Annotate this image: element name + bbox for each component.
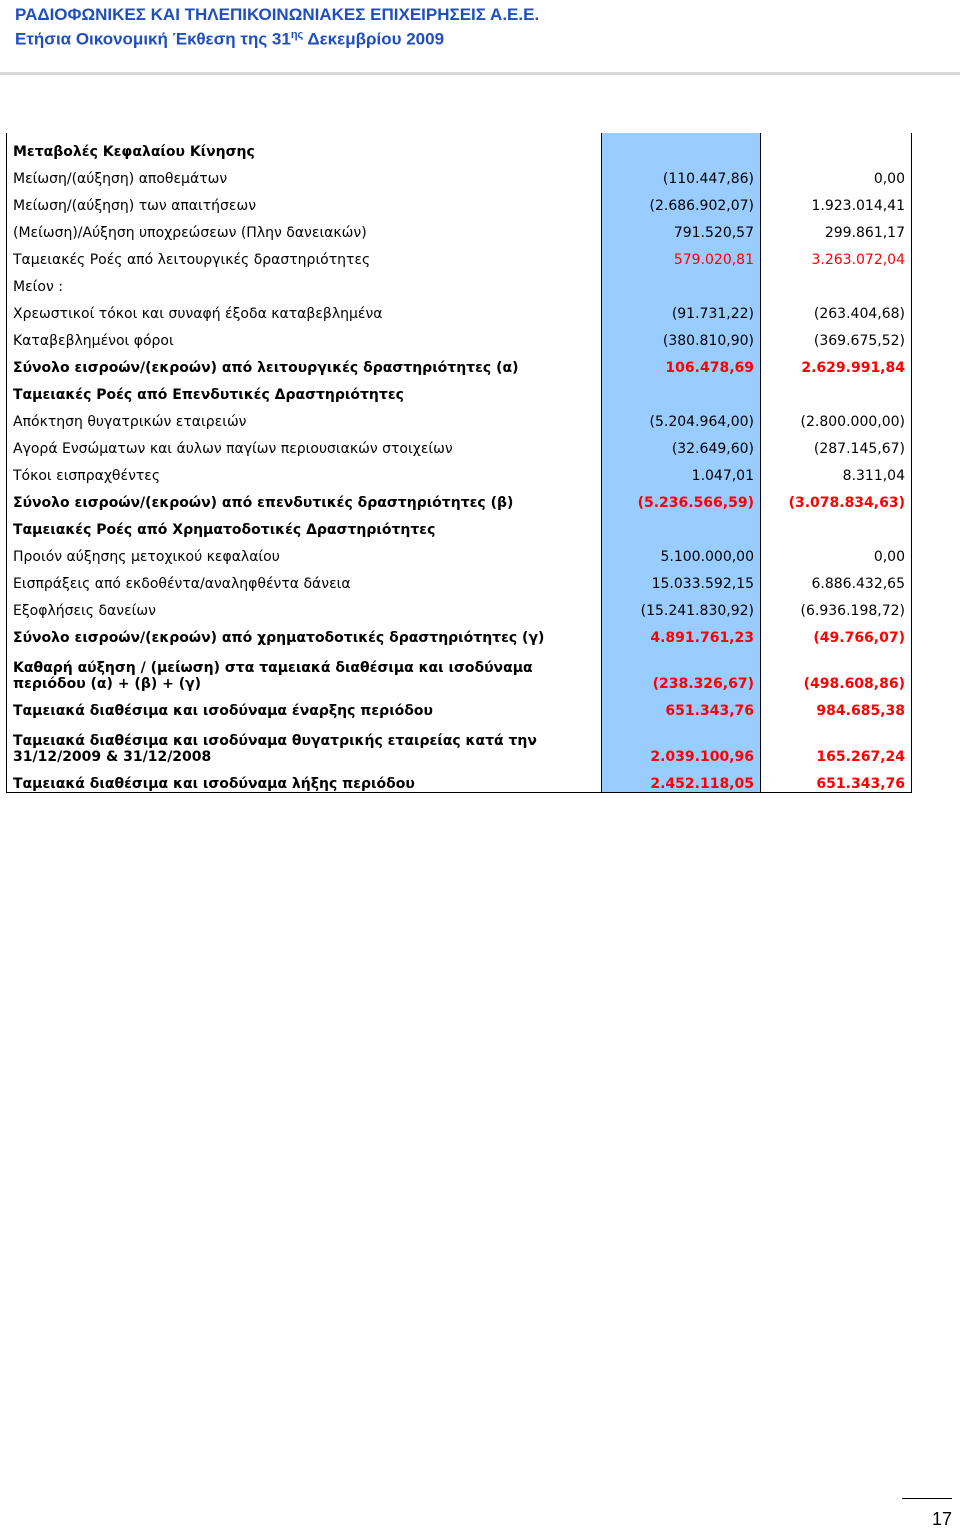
row-label: Χρεωστικοί τόκοι και συναφή έξοδα καταβεβλημένα [7,295,602,322]
table-row [7,484,912,511]
row-label: Απόκτηση θυγατρικών εταιρειών [7,403,602,430]
row-label: Μείον : [7,268,602,295]
value-2008: (49.766,07) [761,619,912,646]
value-2008: 0,00 [761,160,912,187]
value-2008 [761,511,912,538]
table-row [7,322,912,349]
table-row [7,692,912,719]
row-label: Καθαρή αύξηση / (μείωση) στα ταμειακά διαθέσιμα και ισοδύναμα περιόδου (α) + (β) + (γ) [7,646,602,692]
page-number-rule [902,1498,952,1499]
value-2009: (110.447,86) [602,160,761,187]
header-divider [0,72,960,75]
table-row [7,214,912,241]
row-label: Καταβεβλημένοι φόροι [7,322,602,349]
row-label: Τόκοι εισπραχθέντες [7,457,602,484]
table-row [7,349,912,376]
table-row [7,765,912,793]
value-2009: 579.020,81 [602,241,761,268]
table-row [7,430,912,457]
value-2008 [761,376,912,403]
value-2009: (5.236.566,59) [602,484,761,511]
row-label: Ταμειακά διαθέσιμα και ισοδύναμα έναρξης περιόδου [7,692,602,719]
row-label: Ταμειακά διαθέσιμα και ισοδύναμα λήξης περιόδου [7,765,602,793]
value-2008: (498.608,86) [761,646,912,692]
table-row [7,403,912,430]
value-2009: 5.100.000,00 [602,538,761,565]
row-label: Μείωση/(αύξηση) αποθεμάτων [7,160,602,187]
table-row [7,187,912,214]
company-name: ΡΑΔΙΟΦΩΝΙΚΕΣ ΚΑΙ ΤΗΛΕΠΙΚΟΙΝΩΝΙΑΚΕΣ ΕΠΙΧΕΙΡΗΣΕΙΣ Α.Ε.Ε. [15,5,540,24]
row-label: Μείωση/(αύξηση) των απαιτήσεων [7,187,602,214]
value-2008 [761,133,912,160]
table-row [7,241,912,268]
table-row [7,646,912,692]
row-label: Σύνολο εισροών/(εκροών) από επενδυτικές δραστηριότητες (β) [7,484,602,511]
value-2008: 1.923.014,41 [761,187,912,214]
value-2008: (263.404,68) [761,295,912,322]
value-2009: (238.326,67) [602,646,761,692]
table-row [7,376,912,403]
value-2008: 8.311,04 [761,457,912,484]
value-2009: (5.204.964,00) [602,403,761,430]
value-2009 [602,133,761,160]
row-label: Ταμειακές Ροές από Επενδυτικές Δραστηριότητες [7,376,602,403]
page-number: 17 [931,1509,952,1529]
row-label: Σύνολο εισροών/(εκροών) από λειτουργικές δραστηριότητες (α) [7,349,602,376]
document-header [15,4,539,50]
table-row [7,160,912,187]
value-2008: (3.078.834,63) [761,484,912,511]
row-label: Εισπράξεις από εκδοθέντα/αναληφθέντα δάνεια [7,565,602,592]
value-2009: (2.686.902,07) [602,187,761,214]
value-2009 [602,376,761,403]
value-2008: (369.675,52) [761,322,912,349]
value-2009: 651.343,76 [602,692,761,719]
value-2009: 2.039.100,96 [602,719,761,765]
value-2009: 4.891.761,23 [602,619,761,646]
value-2008: 984.685,38 [761,692,912,719]
value-2008: 6.886.432,65 [761,565,912,592]
value-2008: (2.800.000,00) [761,403,912,430]
value-2009: (380.810,90) [602,322,761,349]
value-2008: 299.861,17 [761,214,912,241]
report-title: Ετήσια Οικονομική Έκθεση της $31^{\eta\varsigma}$ Δεκεμβρίου 2009 [15,29,445,49]
value-2008 [761,268,912,295]
value-2009: (91.731,22) [602,295,761,322]
row-label: Εξοφλήσεις δανείων [7,592,602,619]
value-2009 [602,511,761,538]
row-label: Αγορά Ενσώματων και άυλων παγίων περιουσιακών στοιχείων [7,430,602,457]
table-row [7,619,912,646]
row-label: Ταμειακές Ροές από λειτουργικές δραστηριότητες [7,241,602,268]
row-label: Μεταβολές Κεφαλαίου Κίνησης [7,133,602,160]
table-row [7,457,912,484]
row-label: Σύνολο εισροών/(εκροών) από χρηματοδοτικές δραστηριότητες (γ) [7,619,602,646]
row-label: (Μείωση)/Αύξηση υποχρεώσεων (Πλην δανειακών) [7,214,602,241]
value-2009 [602,268,761,295]
value-2009: 15.033.592,15 [602,565,761,592]
table-row [7,295,912,322]
row-label: Ταμειακές Ροές από Χρηματοδοτικές Δραστηριότητες [7,511,602,538]
value-2009: 106.478,69 [602,349,761,376]
table-row [7,719,912,765]
table-row [7,133,912,160]
value-2009: 1.047,01 [602,457,761,484]
value-2008: 3.263.072,04 [761,241,912,268]
value-2009: (32.649,60) [602,430,761,457]
table-row [7,268,912,295]
value-2009: (15.241.830,92) [602,592,761,619]
value-2009: 2.452.118,05 [602,765,761,793]
value-2008: (6.936.198,72) [761,592,912,619]
value-2008: 651.343,76 [761,765,912,793]
value-2008: (287.145,67) [761,430,912,457]
table-row [7,592,912,619]
value-2008: 0,00 [761,538,912,565]
table-row [7,538,912,565]
table-row [7,565,912,592]
cash-flow-table [6,133,912,793]
value-2009: 791.520,57 [602,214,761,241]
value-2008: 2.629.991,84 [761,349,912,376]
value-2008: 165.267,24 [761,719,912,765]
row-label: Προιόν αύξησης μετοχικού κεφαλαίου [7,538,602,565]
row-label: Ταμειακά διαθέσιμα και ισοδύναμα θυγατρικής εταιρείας κατά την 31/12/2009 & 31/12/2008 [7,719,602,765]
table-row [7,511,912,538]
